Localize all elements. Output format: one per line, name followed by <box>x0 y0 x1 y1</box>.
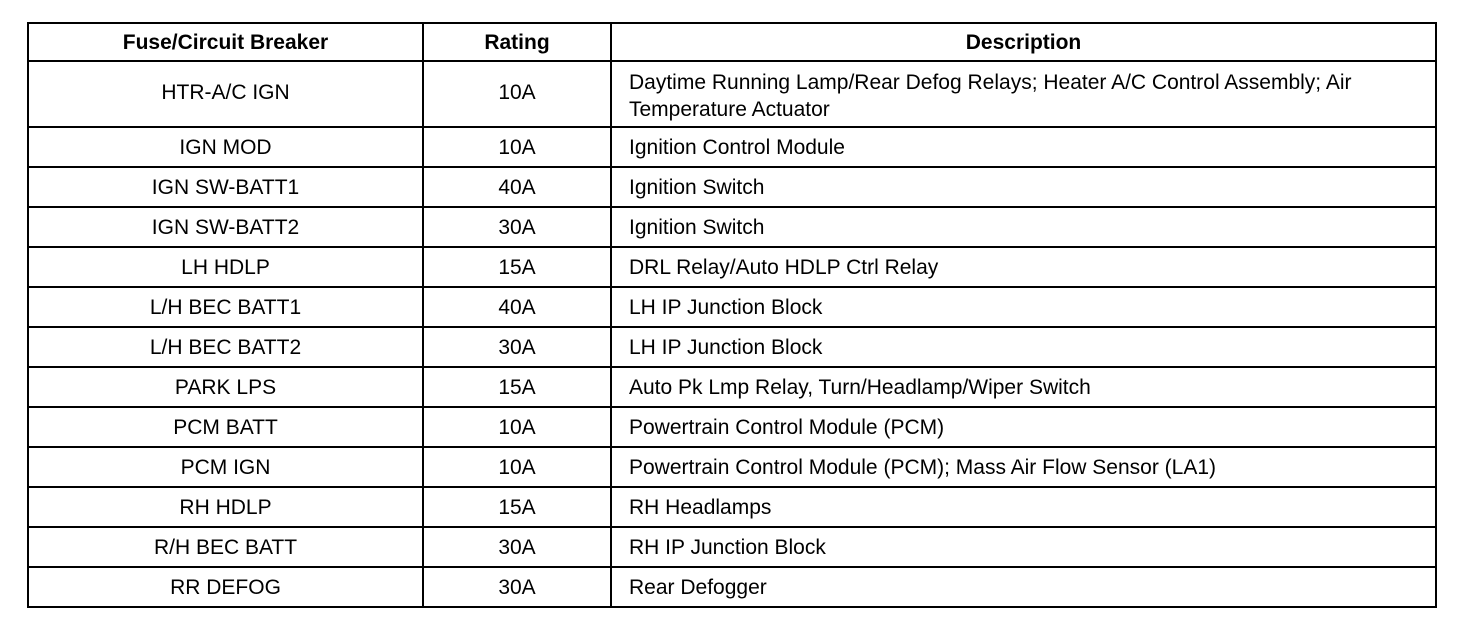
header-description: Description <box>611 23 1436 61</box>
table-row <box>28 447 1436 487</box>
table-row <box>28 407 1436 447</box>
fuse-cell: PCM IGN <box>28 447 423 487</box>
fuse-cell: R/H BEC BATT <box>28 527 423 567</box>
rating-cell: 15A <box>423 367 611 407</box>
rating-cell: 10A <box>423 61 611 127</box>
description-cell: Ignition Switch <box>611 207 1436 247</box>
description-cell: RH IP Junction Block <box>611 527 1436 567</box>
fuse-cell: IGN SW-BATT2 <box>28 207 423 247</box>
description-cell: LH IP Junction Block <box>611 327 1436 367</box>
table-row <box>28 167 1436 207</box>
fuse-cell: PCM BATT <box>28 407 423 447</box>
description-cell: Daytime Running Lamp/Rear Defog Relays; Heater A/C Control Assembly; Air Temperature Actuator <box>611 61 1436 127</box>
rating-cell: 40A <box>423 287 611 327</box>
table-body <box>28 61 1436 607</box>
rating-cell: 30A <box>423 567 611 607</box>
fuse-cell: L/H BEC BATT2 <box>28 327 423 367</box>
table-row <box>28 61 1436 127</box>
rating-cell: 10A <box>423 127 611 167</box>
rating-cell: 15A <box>423 247 611 287</box>
rating-cell: 30A <box>423 527 611 567</box>
description-cell: Auto Pk Lmp Relay, Turn/Headlamp/Wiper Switch <box>611 367 1436 407</box>
table-row <box>28 487 1436 527</box>
table-row <box>28 527 1436 567</box>
fuse-cell: LH HDLP <box>28 247 423 287</box>
fuse-cell: IGN MOD <box>28 127 423 167</box>
description-cell: Powertrain Control Module (PCM) <box>611 407 1436 447</box>
description-cell: Ignition Control Module <box>611 127 1436 167</box>
fuse-table <box>27 22 1437 608</box>
table-row <box>28 127 1436 167</box>
table-row <box>28 207 1436 247</box>
table-row <box>28 327 1436 367</box>
description-cell: Powertrain Control Module (PCM); Mass Air Flow Sensor (LA1) <box>611 447 1436 487</box>
fuse-cell: HTR-A/C IGN <box>28 61 423 127</box>
header-rating: Rating <box>423 23 611 61</box>
description-cell: Ignition Switch <box>611 167 1436 207</box>
rating-cell: 30A <box>423 207 611 247</box>
header-fuse: Fuse/Circuit Breaker <box>28 23 423 61</box>
fuse-cell: RR DEFOG <box>28 567 423 607</box>
description-cell: Rear Defogger <box>611 567 1436 607</box>
table-row <box>28 287 1436 327</box>
rating-cell: 10A <box>423 407 611 447</box>
rating-cell: 30A <box>423 327 611 367</box>
description-cell: DRL Relay/Auto HDLP Ctrl Relay <box>611 247 1436 287</box>
description-cell: LH IP Junction Block <box>611 287 1436 327</box>
header-row <box>28 23 1436 61</box>
rating-cell: 10A <box>423 447 611 487</box>
table-row <box>28 567 1436 607</box>
rating-cell: 40A <box>423 167 611 207</box>
table-row <box>28 247 1436 287</box>
table-row <box>28 367 1436 407</box>
fuse-cell: IGN SW-BATT1 <box>28 167 423 207</box>
fuse-cell: PARK LPS <box>28 367 423 407</box>
fuse-cell: L/H BEC BATT1 <box>28 287 423 327</box>
rating-cell: 15A <box>423 487 611 527</box>
fuse-cell: RH HDLP <box>28 487 423 527</box>
description-cell: RH Headlamps <box>611 487 1436 527</box>
